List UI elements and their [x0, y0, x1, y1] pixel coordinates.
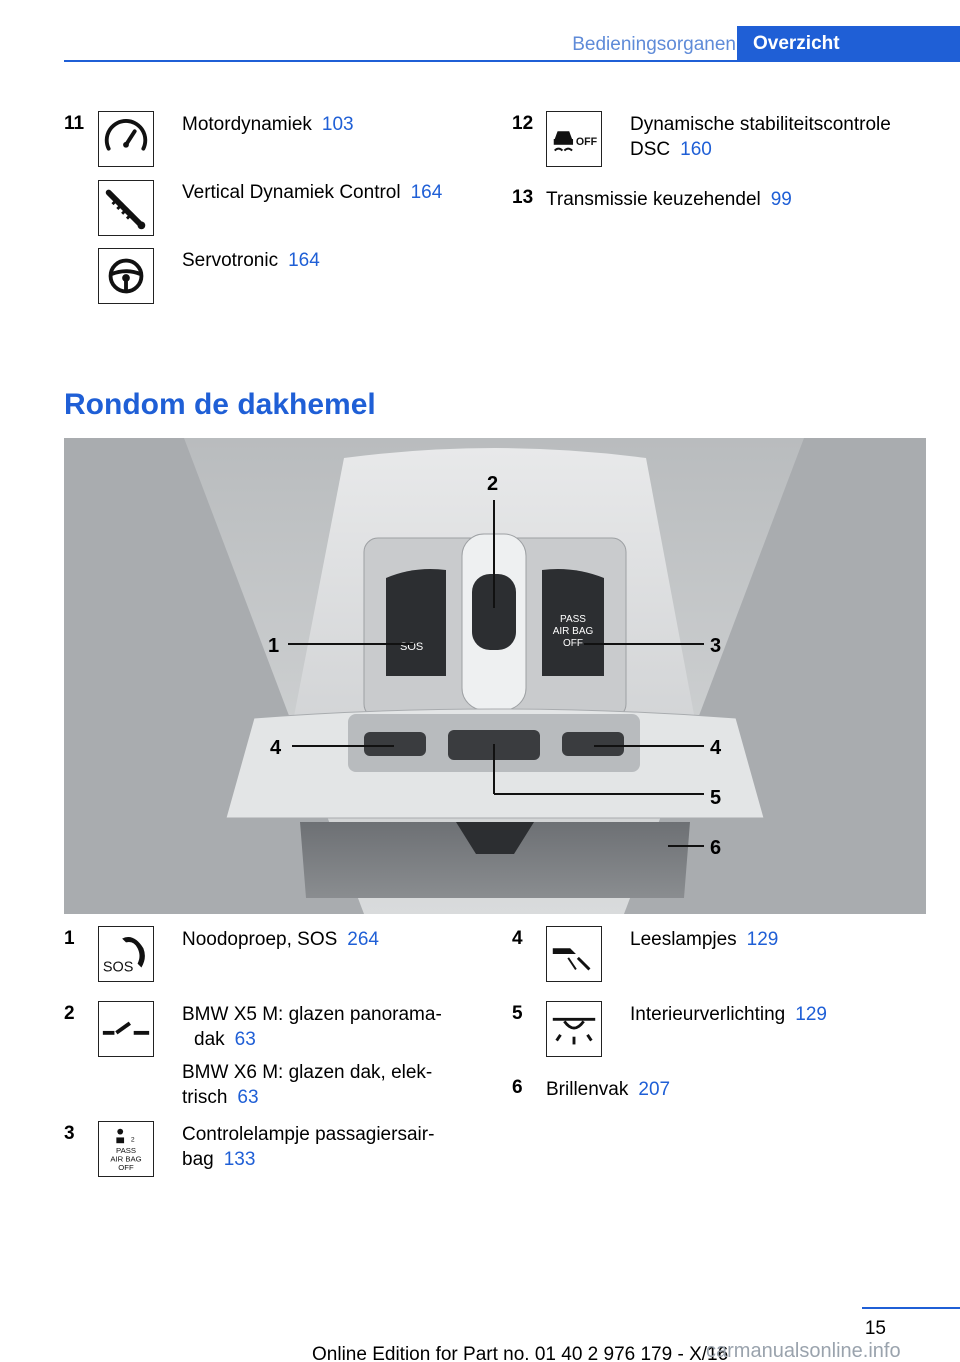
edition-text: Online Edition for Part no. 01 40 2 976 179 - X/16 [312, 1344, 729, 1362]
item-number: 3 [64, 1123, 75, 1144]
page-link[interactable]: 63 [237, 1087, 259, 1108]
page-link[interactable]: 164 [410, 182, 443, 203]
callout-1: 1 [268, 635, 280, 657]
dsc-off-text: OFF [575, 135, 598, 148]
callout-4-right: 4 [710, 737, 722, 759]
sos-call-icon [98, 926, 154, 982]
header-divider [64, 60, 960, 62]
page-link[interactable]: 207 [638, 1079, 671, 1100]
passenger-airbag-off-icon [98, 1121, 154, 1177]
item-label: Transmissie keuzehendel 99 [546, 189, 792, 210]
overhead-console-photo [64, 438, 926, 914]
sos-icon-text: SOS [102, 959, 134, 976]
airbag-icon-line1: PASS [116, 1145, 136, 1155]
airbag-icon-line2: AIR BAG [110, 1154, 142, 1164]
item-number: 1 [64, 928, 75, 949]
watermark: carmanualsonline.info [706, 1340, 901, 1362]
interior-light-icon [546, 1001, 602, 1057]
item-label: Controlelampje passagiersair- bag 133 [182, 1124, 435, 1170]
callout-5: 5 [710, 787, 722, 809]
item-number: 2 [64, 1003, 75, 1024]
page-link[interactable]: 129 [746, 929, 779, 950]
sunroof-icon [98, 1001, 154, 1057]
callout-6: 6 [710, 837, 722, 859]
page-link[interactable]: 63 [234, 1029, 256, 1050]
item-label: Noodoproep, SOS 264 [182, 929, 379, 950]
item-label: Interieurverlichting 129 [630, 1004, 827, 1025]
airbag-text-line3: OFF [563, 638, 583, 649]
dsc-off-icon [546, 111, 602, 167]
footer-divider [862, 1307, 960, 1309]
item-number: 13 [512, 187, 534, 208]
section-title: Rondom de dakhemel [64, 388, 376, 421]
page-link[interactable]: 103 [321, 114, 354, 135]
callout-2: 2 [487, 473, 499, 495]
page-link[interactable]: 264 [347, 929, 379, 950]
item-number: 4 [512, 928, 523, 949]
item-label: Motordynamiek 103 [182, 114, 354, 135]
svg-text:2: 2 [130, 1136, 135, 1144]
page-link[interactable]: 129 [795, 1004, 827, 1025]
item-label: Leeslampjes 129 [630, 929, 779, 950]
item-number: 11 [64, 113, 85, 134]
airbag-text-line1: PASS [560, 614, 586, 625]
item-number: 6 [512, 1077, 523, 1098]
item-label: Dynamische stabiliteitscontrole DSC 160 [630, 114, 891, 160]
speedometer-icon [98, 111, 154, 167]
item-label: Brillenvak 207 [546, 1079, 671, 1100]
item-label: Vertical Dynamiek Control 164 [182, 182, 443, 203]
airbag-icon-line3: OFF [118, 1163, 134, 1173]
sos-button-text: SOS [400, 641, 424, 653]
item-label: Servotronic 164 [182, 250, 320, 271]
page-number: 15 [864, 1318, 886, 1339]
reading-lamp-icon [546, 926, 602, 982]
item-number: 12 [512, 113, 534, 134]
header-section-label: Bedieningsorganen [572, 34, 736, 55]
callout-3: 3 [710, 635, 722, 657]
page-link[interactable]: 160 [680, 139, 712, 160]
page-link[interactable]: 164 [288, 250, 320, 271]
item-number: 5 [512, 1003, 523, 1024]
steering-wheel-icon [98, 248, 154, 304]
page-link[interactable]: 99 [770, 189, 792, 210]
airbag-text-line2: AIR BAG [552, 626, 594, 637]
shock-absorber-icon [98, 180, 154, 236]
header-chapter-tab[interactable]: Overzicht [737, 26, 960, 62]
callout-4-left: 4 [270, 737, 282, 759]
page-link[interactable]: 133 [223, 1149, 256, 1170]
item-label: BMW X5 M: glazen panorama- dak 63 BMW X6 M: glazen dak, elek- trisch 63 [182, 1004, 442, 1108]
